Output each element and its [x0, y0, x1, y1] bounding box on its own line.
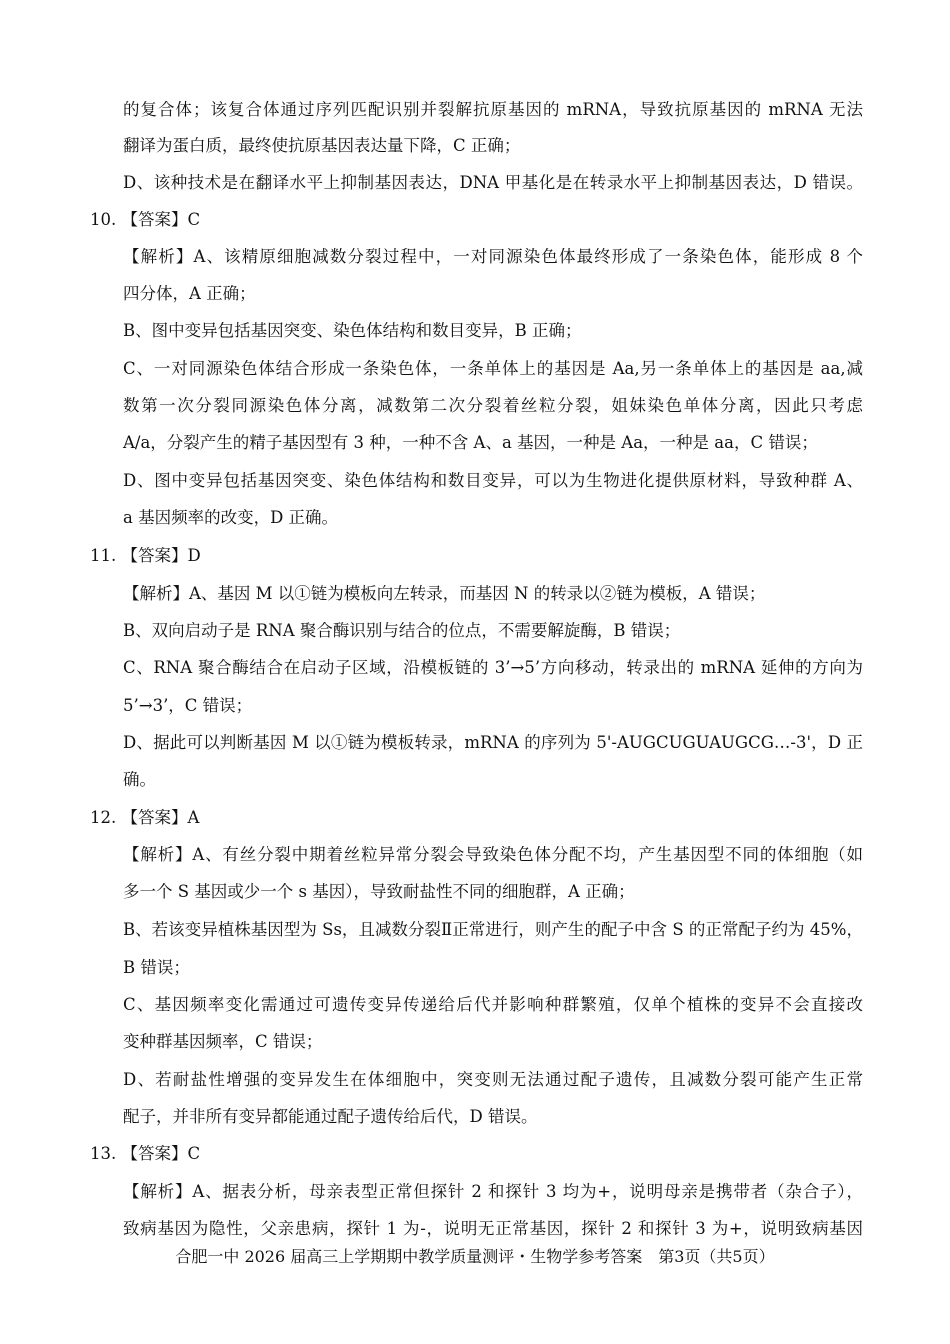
text-line: D、据此可以判断基因 M 以①链为模板转录，mRNA 的序列为 5'-AUGCUGUAUGCG…-3'，D 正 — [123, 733, 863, 752]
text-line: 四分体，A 正确； — [123, 284, 256, 303]
text-line: B、图中变异包括基因突变、染色体结构和数目变异，B 正确； — [123, 321, 582, 340]
text-line: B、若该变异植株基因型为 Ss，且减数分裂Ⅱ正常进行，则产生的配子中含 S 的正常配子约为 45%， — [123, 920, 863, 939]
text-line: 【解析】A、据表分析，母亲表型正常但探针 2 和探针 3 均为+，说明母亲是携带者（杂合子）， — [123, 1182, 863, 1201]
text-line: 变种群基因频率，C 错误； — [123, 1032, 323, 1051]
text-line: C、基因频率变化需通过可遗传变异传递给后代并影响种群繁殖，仅单个植株的变异不会直接改 — [123, 995, 863, 1014]
answer-heading-11: 11. 【答案】D — [90, 546, 201, 565]
answer-heading-10: 10. 【答案】C — [90, 210, 201, 229]
text-line: 【解析】A、基因 M 以①链为模板向左转录，而基因 N 的转录以②链为模板，A 错误； — [123, 584, 766, 603]
text-line: 致病基因为隐性，父亲患病，探针 1 为-，说明无正常基因，探针 2 和探针 3 为+，说明致病基因 — [123, 1219, 863, 1238]
text-line: 5’→3’，C 错误； — [123, 696, 253, 715]
text-line: 【解析】A、有丝分裂中期着丝粒异常分裂会导致染色体分配不均，产生基因型不同的体细胞（如 — [123, 845, 863, 864]
text-line: C、一对同源染色体结合形成一条染色体，一条单体上的基因是 Aa,另一条单体上的基因是 aa,减 — [123, 359, 863, 378]
text-line: 数第一次分裂同源染色体分离，减数第二次分裂着丝粒分裂，姐妹染色单体分离，因此只考虑 — [123, 396, 863, 415]
text-line: 配子，并非所有变异都能通过配子遗传给后代，D 错误。 — [123, 1107, 538, 1126]
text-line: 【解析】A、该精原细胞减数分裂过程中，一对同源染色体最终形成了一条染色体，能形成 8 个 — [123, 247, 863, 266]
text-line: 多一个 S 基因或少一个 s 基因），导致耐盐性不同的细胞群，A 正确； — [123, 882, 635, 901]
answer-heading-13: 13. 【答案】C — [90, 1144, 201, 1163]
text-line: D、图中变异包括基因突变、染色体结构和数目变异，可以为生物进化提供原材料，导致种群 A、 — [123, 471, 863, 490]
text-line: 的复合体；该复合体通过序列匹配识别并裂解抗原基因的 mRNA，导致抗原基因的 mRNA 无法 — [123, 100, 863, 119]
page-footer: 合肥一中 2026 届高三上学期期中教学质量测评・生物学参考答案 第3页（共5页） — [175, 1247, 775, 1266]
text-line: a 基因频率的改变，D 正确。 — [123, 508, 339, 527]
text-line: D、若耐盐性增强的变异发生在体细胞中，突变则无法通过配子遗传，且减数分裂可能产生正常 — [123, 1070, 863, 1089]
text-line: 翻译为蛋白质，最终使抗原基因表达量下降，C 正确； — [123, 136, 521, 155]
text-line: C、RNA 聚合酶结合在启动子区域，沿模板链的 3’→5’方向移动，转录出的 mRNA 延伸的方向为 — [123, 658, 863, 677]
text-line: A/a，分裂产生的精子基因型有 3 种，一种不含 A、a 基因，一种是 Aa，一种是 aa，C 错误； — [123, 433, 818, 452]
text-line: B、双向启动子是 RNA 聚合酶识别与结合的位点，不需要解旋酶，B 错误； — [123, 621, 681, 640]
answer-heading-12: 12. 【答案】A — [90, 808, 200, 827]
text-line: 确。 — [123, 770, 156, 789]
text-line: D、该种技术是在翻译水平上抑制基因表达，DNA 甲基化是在转录水平上抑制基因表达，D 错误。 — [123, 173, 863, 192]
text-line: B 错误； — [123, 958, 190, 977]
